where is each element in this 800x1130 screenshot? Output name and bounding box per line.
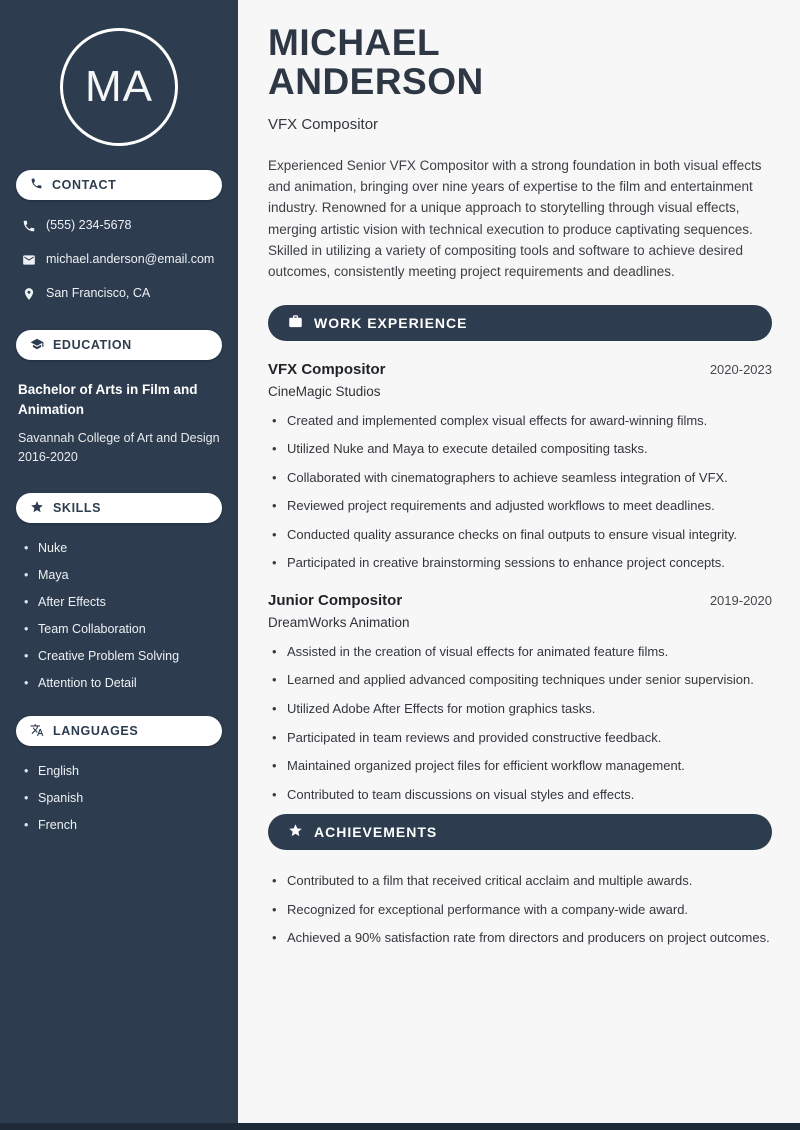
contact-item-location xyxy=(22,286,222,304)
achievement-item: • Recognized for exceptional performance with a company-wide award. xyxy=(272,901,772,919)
work-experience-banner xyxy=(268,305,772,341)
footer-bar xyxy=(0,1123,800,1130)
graduation-cap-icon xyxy=(30,337,44,354)
contact-item-phone xyxy=(22,218,222,236)
language-item: • English xyxy=(24,764,222,778)
skill-item: • Creative Problem Solving xyxy=(24,649,222,663)
languages-list xyxy=(16,764,222,832)
bullet-item: • Participated in creative brainstorming sessions to enhance project concepts. xyxy=(272,554,772,572)
contact-header-pill xyxy=(16,170,222,200)
bullet-item: • Participated in team reviews and provided constructive feedback. xyxy=(272,729,772,747)
skill-item: • Team Collaboration xyxy=(24,622,222,636)
location-icon xyxy=(22,286,36,304)
skill-item: • Nuke xyxy=(24,541,222,555)
job-title: Junior Compositor xyxy=(268,591,403,609)
skill-item: • Attention to Detail xyxy=(24,676,222,690)
contact-location-value: San Francisco, CA xyxy=(46,286,151,300)
contact-list xyxy=(16,218,222,304)
education-years: 2016-2020 xyxy=(18,449,78,464)
job-bullets xyxy=(268,412,772,572)
avatar-initials: MA xyxy=(85,62,153,111)
skills-section xyxy=(16,493,222,690)
bullet-item: • Contributed to team discussions on visual styles and effects. xyxy=(272,786,772,804)
languages-header-pill xyxy=(16,716,222,746)
education-section xyxy=(16,330,222,467)
job-title: VFX Compositor xyxy=(268,360,386,378)
contact-phone-value: (555) 234-5678 xyxy=(46,218,132,232)
person-name xyxy=(268,24,772,102)
job-company: DreamWorks Animation xyxy=(268,614,410,630)
job-header xyxy=(268,361,772,378)
contact-item-email xyxy=(22,252,222,270)
achievements-label: ACHIEVEMENTS xyxy=(314,824,438,841)
bullet-item: • Reviewed project requirements and adjusted workflows to meet deadlines. xyxy=(272,497,772,515)
skills-header-pill xyxy=(16,493,222,523)
star-icon xyxy=(288,823,303,841)
languages-header-label: LANGUAGES xyxy=(53,724,139,739)
skill-item: • After Effects xyxy=(24,595,222,609)
contact-section xyxy=(16,170,222,304)
bullet-item: • Utilized Adobe After Effects for motion graphics tasks. xyxy=(272,700,772,718)
job-header xyxy=(268,592,772,609)
phone-icon xyxy=(22,218,36,236)
job-entry xyxy=(268,592,772,803)
bullet-item: • Assisted in the creation of visual effects for animated feature films. xyxy=(272,643,772,661)
skills-header-label: SKILLS xyxy=(53,501,102,516)
star-icon xyxy=(30,500,44,517)
contact-header-label: CONTACT xyxy=(52,178,117,192)
mail-icon xyxy=(22,252,36,270)
bullet-item: • Utilized Nuke and Maya to execute detailed compositing tasks. xyxy=(272,440,772,458)
sidebar xyxy=(0,0,238,1130)
work-experience-label: WORK EXPERIENCE xyxy=(314,314,468,331)
job-bullets xyxy=(268,643,772,803)
language-item: • Spanish xyxy=(24,791,222,805)
person-name-line1: MICHAEL xyxy=(268,22,441,63)
job-dates: 2020-2023 xyxy=(709,361,772,377)
job-entry xyxy=(268,361,772,572)
translate-icon xyxy=(30,723,44,740)
phone-icon xyxy=(30,177,43,193)
skills-list xyxy=(16,541,222,690)
contact-email-value: michael.anderson@email.com xyxy=(46,252,215,266)
skill-item: • Maya xyxy=(24,568,222,582)
job-company: CineMagic Studios xyxy=(268,383,381,399)
education-header-pill xyxy=(16,330,222,360)
main-content xyxy=(238,0,800,1130)
achievement-item: • Achieved a 90% satisfaction rate from directors and producers on project outcomes. xyxy=(272,929,772,947)
languages-section xyxy=(16,716,222,832)
bullet-item: • Learned and applied advanced compositing techniques under senior supervision. xyxy=(272,671,772,689)
bullet-item: • Collaborated with cinematographers to achieve seamless integration of VFX. xyxy=(272,469,772,487)
bullet-item: • Created and implemented complex visual effects for award-winning films. xyxy=(272,412,772,430)
avatar xyxy=(60,28,178,146)
person-job-title: VFX Compositor xyxy=(268,115,379,133)
achievement-item: • Contributed to a film that received critical acclaim and multiple awards. xyxy=(272,872,772,890)
language-item: • French xyxy=(24,818,222,832)
achievements-banner xyxy=(268,814,772,850)
bullet-item: • Maintained organized project files for efficient workflow management. xyxy=(272,757,772,775)
job-dates: 2019-2020 xyxy=(709,592,772,608)
achievements-list xyxy=(268,872,772,947)
profile-summary: Experienced Senior VFX Compositor with a strong foundation in both visual effects and animation, bringing over nine years of expertise to the film and entertainment industry. Renowned for a unique approach to storytelling through visual effects, merging artistic vision with technical execution to produce captivating sequences. Skilled in utilizing a variety of compositing tools and software to achieve desired outcomes, consistently meeting project requirements and deadlines. xyxy=(268,157,762,280)
person-name-line2: ANDERSON xyxy=(268,60,484,102)
education-degree: Bachelor of Arts in Film and Animation xyxy=(18,382,198,418)
education-school: Savannah College of Art and Design xyxy=(18,430,220,445)
education-header-label: EDUCATION xyxy=(53,338,132,352)
briefcase-icon xyxy=(288,314,303,332)
bullet-item: • Conducted quality assurance checks on final outputs to ensure visual integrity. xyxy=(272,526,772,544)
